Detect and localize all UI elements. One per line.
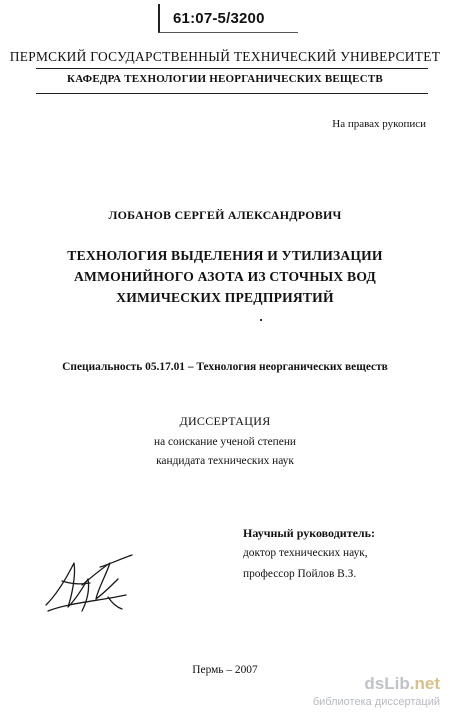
- degree-block: [0, 433, 450, 471]
- author-name: ЛОБАНОВ СЕРГЕЙ АЛЕКСАНДРОВИЧ: [108, 208, 342, 222]
- city-year: Пермь – 2007: [192, 664, 258, 676]
- specialty-line: Специальность 05.17.01 – Технология неорганических веществ: [62, 361, 388, 373]
- document-type: ДИССЕРТАЦИЯ: [179, 414, 271, 428]
- stray-dot-mark: [260, 319, 262, 321]
- dissertation-title: [0, 245, 450, 308]
- signature-image: [38, 545, 138, 620]
- watermark-subtitle: библиотека диссертаций: [312, 696, 440, 708]
- watermark-logo-tld: .net: [409, 674, 440, 693]
- watermark-logo-main: dsLib: [364, 674, 410, 693]
- degree-line-1: на соискание ученой степени: [153, 436, 297, 448]
- supervisor-heading: Научный руководитель:: [243, 526, 375, 540]
- manuscript-rights-note: На правах рукописи: [332, 118, 426, 130]
- dslib-watermark-logo: [364, 674, 440, 694]
- supervisor-name: профессор Пойлов В.З.: [243, 568, 357, 580]
- archive-stamp-number: 61:07-5/3200: [173, 10, 265, 27]
- degree-line-2: кандидата технических наук: [156, 455, 294, 467]
- supervisor-degree: доктор технических наук,: [243, 547, 368, 559]
- title-line-3: ХИМИЧЕСКИХ ПРЕДПРИЯТИЙ: [116, 290, 334, 305]
- university-name: ПЕРМСКИЙ ГОСУДАРСТВЕННЫЙ ТЕХНИЧЕСКИЙ УНИВЕРСИТЕТ: [9, 49, 441, 64]
- department-name: КАФЕДРА ТЕХНОЛОГИИ НЕОРГАНИЧЕСКИХ ВЕЩЕСТВ: [67, 73, 383, 85]
- title-line-1: ТЕХНОЛОГИЯ ВЫДЕЛЕНИЯ И УТИЛИЗАЦИИ: [67, 248, 383, 263]
- title-line-2: АММОНИЙНОГО АЗОТА ИЗ СТОЧНЫХ ВОД: [74, 269, 376, 284]
- header-rule-bottom: [36, 93, 428, 94]
- header-rule-top: [36, 68, 428, 69]
